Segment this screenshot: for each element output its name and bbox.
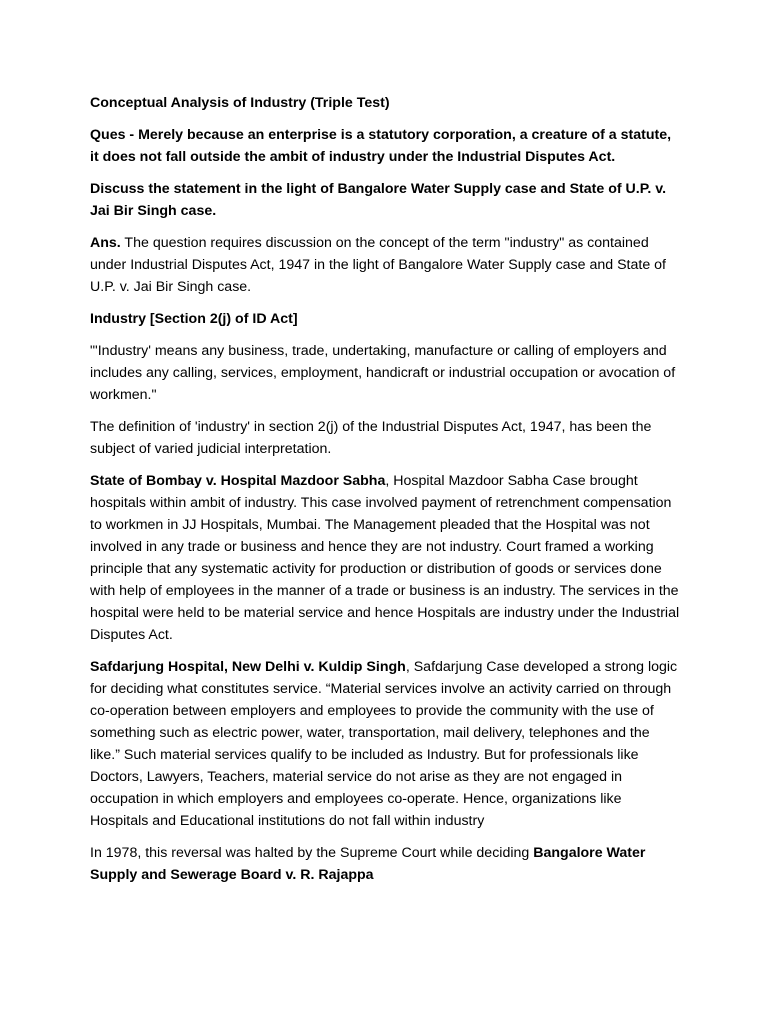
final-text: In 1978, this reversal was halted by the Supreme Court while deciding bbox=[90, 845, 534, 861]
document-heading: Conceptual Analysis of Industry (Triple Test) bbox=[90, 95, 390, 111]
final-case: Bangalore Water Supply and Sewerage Board v. R. Rajappa bbox=[90, 845, 646, 883]
case2-title: Safdarjung Hospital, New Delhi v. Kuldip Singh bbox=[90, 659, 406, 675]
case1-title: State of Bombay v. Hospital Mazdoor Sabha bbox=[90, 473, 386, 489]
discuss-paragraph: Discuss the statement in the light of Bangalore Water Supply case and State of U.P. v. Jai Bir Singh case. bbox=[90, 181, 667, 219]
final-paragraph bbox=[90, 842, 680, 886]
case1-text: , Hospital Mazdoor Sabha Case brought hospitals within ambit of industry. This case involved payment of retrenchment compensation to workmen in JJ Hospitals, Mumbai. The Management pleaded that the Hospital was not involved in any trade or business and hence they are not industry. Court framed a working principle that any systematic activity for production or distribution of goods or services done with help of employees in the manner of a trade or business is an industry. The services in the hospital were held to be material service and hence Hospitals are industry under the Industrial Disputes Act. bbox=[90, 473, 680, 643]
case2-text: , Safdarjung Case developed a strong logic for deciding what constitutes service. “Material services involve an activity carried on through co-operation between employers and employees to provide the community with the use of something such as electric power, water, transportation, mail delivery, telephones and the like.” Such material services qualify to be included as Industry. But for professionals like Doctors, Lawyers, Teachers, material service do not arise as they are not engaged in occupation in which employers and employees co-operate. Hence, organizations like Hospitals and Educational institutions do not fall within industry bbox=[90, 659, 678, 829]
definition-quote: "'Industry' means any business, trade, undertaking, manufacture or calling of employers and includes any calling, services, employment, handicraft or industrial occupation or avocation of workmen." bbox=[90, 343, 676, 403]
document-page bbox=[90, 92, 680, 896]
section-heading: Industry [Section 2(j) of ID Act] bbox=[90, 311, 298, 327]
case2-paragraph bbox=[90, 656, 680, 832]
answer-label: Ans. bbox=[90, 235, 121, 251]
definition-note: The definition of 'industry' in section 2(j) of the Industrial Disputes Act, 1947, has been the subject of varied judicial interpretation. bbox=[90, 419, 652, 457]
question-paragraph: Ques - Merely because an enterprise is a statutory corporation, a creature of a statute, it does not fall outside the ambit of industry under the Industrial Disputes Act. bbox=[90, 127, 672, 165]
case1-paragraph bbox=[90, 470, 680, 646]
answer-paragraph bbox=[90, 232, 680, 298]
answer-text: The question requires discussion on the concept of the term "industry" as contained under Industrial Disputes Act, 1947 in the light of Bangalore Water Supply case and State of U.P. v. Jai Bir Singh case. bbox=[90, 235, 666, 295]
